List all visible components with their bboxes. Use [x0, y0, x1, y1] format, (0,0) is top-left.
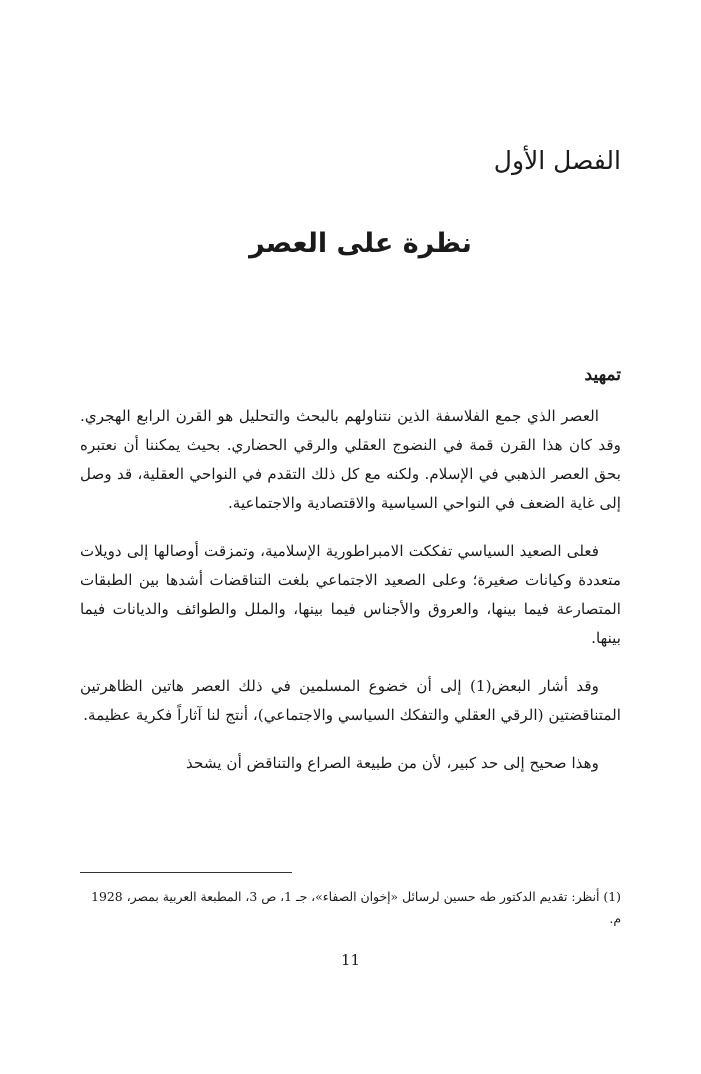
body-text	[80, 402, 621, 797]
paragraph: فعلى الصعيد السياسي تفككت الامبراطورية الإسلامية، وتمزقت أوصالها إلى دويلات متعددة وكيانات صغيرة؛ وعلى الصعيد الاجتماعي بلغت التناقضات أشدها بين الطبقات المتصارعة فيما بينها، والعروق والأجناس فيما بينها، والملل والطوائف والديانات فيما بينها.	[80, 542, 621, 647]
page-number: 11	[340, 951, 361, 969]
paragraph: وهذا صحيح إلى حد كبير، لأن من طبيعة الصراع والتناقض أن يشحذ	[186, 754, 599, 772]
footnote: (1) أنظر: تقديم الدكتور طه حسين لرسائل «إخوان الصفاء»، جـ 1، ص 3، المطبعة العربية بمصر، 1928 م.	[91, 889, 621, 926]
footnote-divider	[80, 872, 292, 873]
section-heading: تمهيد	[584, 365, 621, 385]
chapter-label: الفصل الأول	[493, 146, 621, 175]
chapter-title: نظرة على العصر	[249, 228, 472, 259]
paragraph: العصر الذي جمع الفلاسفة الذين نتناولهم بالبحث والتحليل هو القرن الرابع الهجري. وقد كان هذا القرن قمة في النضوج العقلي والرقي الحضاري. بحيث يمكننا أن نعتبره بحق العصر الذهبي في الإسلام. ولكنه مع كل ذلك التقدم في النواحي العقلية، قد وصل إلى غاية الضعف في النواحي السياسية والاقتصادية والاجتماعية.	[80, 407, 621, 512]
paragraph: وقد أشار البعض(1) إلى أن خضوع المسلمين في ذلك العصر هاتين الظاهرتين المتناقضتين (الرقي العقلي والتفكك السياسي والاجتماعي)، أنتج لنا آثاراً فكرية عظيمة.	[80, 677, 621, 724]
